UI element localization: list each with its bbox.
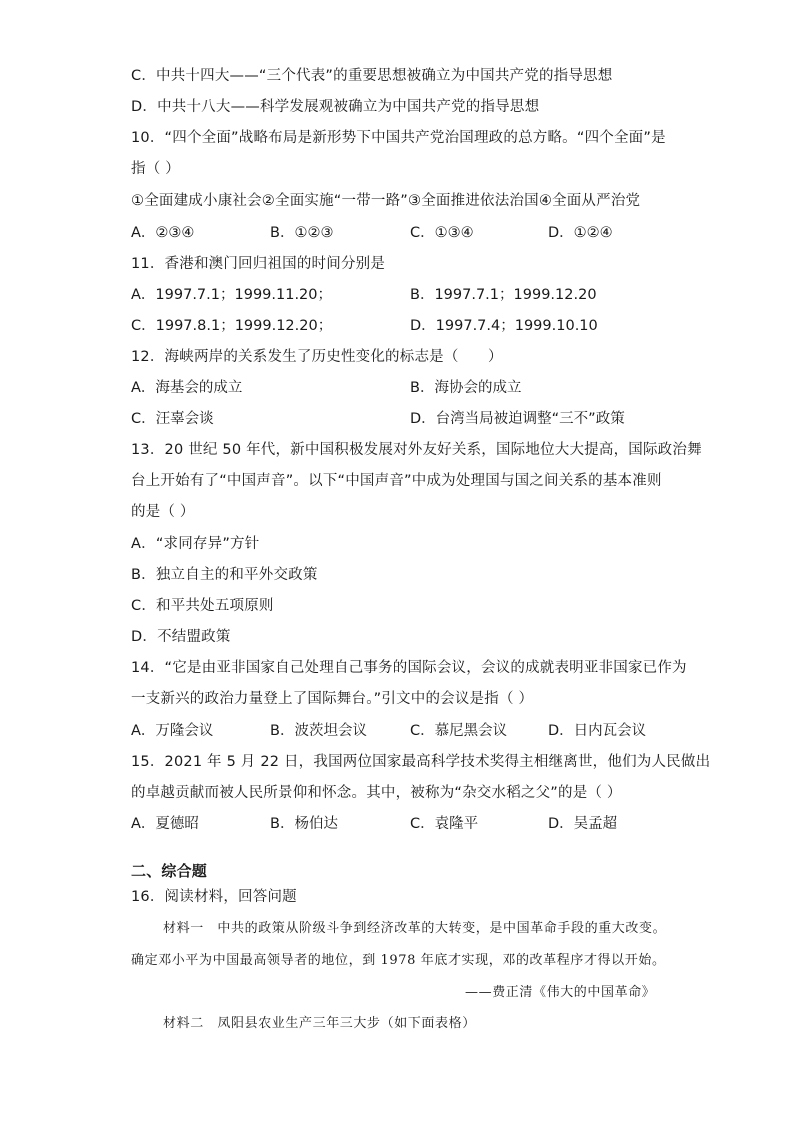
material-one-source: ——费正清《伟大的中国革命》	[465, 985, 656, 1000]
q10-stem-line1: 10．“四个全面”战略布局是新形势下中国共产党治国理政的总方略。“四个全面”是	[131, 130, 666, 146]
q13-option-b: B．独立自主的和平外交政策	[131, 567, 318, 583]
q15-option-a: A．夏德昭	[131, 816, 199, 832]
q10-option-b: B．①②③	[270, 225, 334, 241]
q12-option-c: C．汪辜会谈	[131, 411, 214, 427]
q10-stem-line2: 指（ ）	[131, 161, 180, 177]
q12-option-a: A．海基会的成立	[131, 380, 243, 396]
q9-option-c: C．中共十四大——“三个代表”的重要思想被确立为中国共产党的指导思想	[131, 68, 613, 84]
q14-option-d: D．日内瓦会议	[548, 723, 647, 739]
q14-option-b: B．波茨坦会议	[270, 723, 367, 739]
q14-stem-line1: 14．“它是由亚非国家自己处理自己事务的国际会议，会议的成就表明亚非国家已作为	[131, 660, 687, 676]
q14-stem-line2: 一支新兴的政治力量登上了国际舞台。”引文中的会议是指（ ）	[131, 691, 534, 707]
q10-option-c: C．①③④	[410, 225, 474, 241]
q13-stem-line3: 的是（ ）	[131, 504, 195, 520]
q15-stem-line2: 的卓越贡献而被人民所景仰和怀念。其中，被称为“杂交水稻之父”的是（ ）	[131, 785, 622, 801]
q9-option-d: D．中共十八大——科学发展观被确立为中国共产党的指导思想	[131, 99, 540, 115]
q13-option-d: D．不结盟政策	[131, 629, 231, 645]
q13-stem-line2: 台上开始有了“中国声音”。以下“中国声音”中成为处理国与国之间关系的基本准则	[131, 473, 662, 489]
q16-stem: 16．阅读材料，回答问题	[131, 889, 297, 905]
q15-stem-line1: 15．2021 年 5 月 22 日，我国两位国家最高科学技术奖得主相继离世，他们为人民做出	[131, 754, 711, 770]
q14-option-c: C．慕尼黑会议	[410, 723, 508, 739]
q11-option-d: D．1997.7.4；1999.10.10	[410, 318, 598, 334]
material-one-line1: 材料一 中共的政策从阶级斗争到经济改革的大转变，是中国革命手段的重大改变。	[163, 921, 667, 936]
q11-option-b: B．1997.7.1；1999.12.20	[410, 287, 597, 303]
q11-option-a: A．1997.7.1；1999.11.20；	[131, 287, 333, 303]
material-one-line2: 确定邓小平为中国最高领导者的地位，到 1978 年底才实现，邓的改革程序才得以开始。	[131, 953, 666, 968]
q15-option-b: B．杨伯达	[270, 816, 338, 832]
q13-stem-line1: 13．20 世纪 50 年代，新中国积极发展对外友好关系，国际地位大大提高，国际政治舞	[131, 442, 702, 458]
material-two-title: 材料二 凤阳县农业生产三年三大步（如下面表格）	[163, 1016, 476, 1031]
q15-option-d: D．吴孟超	[548, 816, 618, 832]
q15-option-c: C．袁隆平	[410, 816, 479, 832]
q11-stem: 11．香港和澳门回归祖国的时间分别是	[131, 256, 386, 272]
q11-option-c: C．1997.8.1；1999.12.20；	[131, 318, 333, 334]
q10-option-a: A．②③④	[131, 225, 195, 241]
q10-stem-line3: ①全面建成小康社会②全面实施“一带一路”③全面推进依法治国④全面从严治党	[131, 193, 641, 209]
q13-option-a: A．“求同存异”方针	[131, 536, 260, 552]
q13-option-c: C．和平共处五项原则	[131, 598, 274, 614]
q14-option-a: A．万隆会议	[131, 723, 214, 739]
q12-option-d: D．台湾当局被迫调整“三不”政策	[410, 411, 625, 427]
section-title-comprehensive: 二、综合题	[131, 862, 208, 880]
q12-stem: 12．海峡两岸的关系发生了历史性变化的标志是（ ）	[131, 349, 503, 365]
q12-option-b: B．海协会的成立	[410, 380, 522, 396]
q10-option-d: D．①②④	[548, 225, 613, 241]
